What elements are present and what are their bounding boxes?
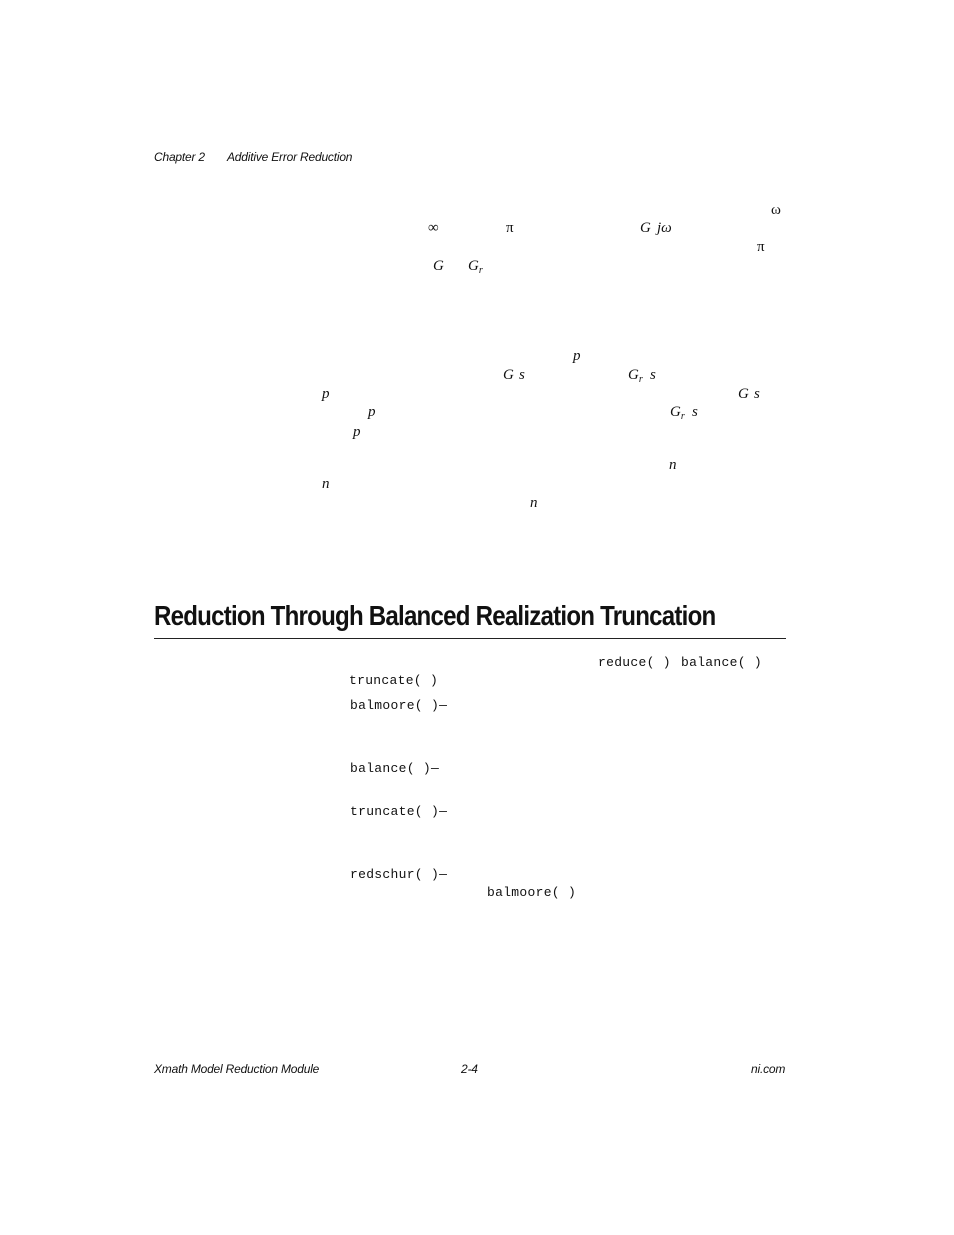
math-G: G xyxy=(640,220,651,236)
math-s: s xyxy=(519,367,525,383)
math-p: p xyxy=(368,404,376,420)
code-reduce: reduce( ) xyxy=(598,655,671,670)
math-Gr-subscript: r xyxy=(680,411,685,422)
heading-rule xyxy=(154,638,786,639)
math-Gr xyxy=(468,259,483,276)
math-n: n xyxy=(530,495,538,511)
header-title: Additive Error Reduction xyxy=(227,150,353,164)
math-Gr-base: G xyxy=(670,404,681,420)
math-s: s xyxy=(692,404,698,420)
code-balance: balance( ) xyxy=(681,655,763,670)
math-Gr-base: G xyxy=(628,367,639,383)
math-pi: π xyxy=(506,220,514,236)
list-item-balance: balance( )— xyxy=(350,761,440,776)
math-Gr-base: G xyxy=(468,258,479,274)
math-pi: π xyxy=(757,239,765,255)
math-n: n xyxy=(669,457,677,473)
math-Gr xyxy=(670,405,685,422)
math-infinity: ∞ xyxy=(428,220,439,236)
footer-site: ni.com xyxy=(751,1062,786,1076)
math-s: s xyxy=(754,386,760,402)
math-G: G xyxy=(433,258,444,274)
math-jomega: jω xyxy=(657,220,672,236)
code-balmoore-ref: balmoore( ) xyxy=(487,885,577,900)
math-p: p xyxy=(573,348,581,364)
footer-page-number: 2-4 xyxy=(461,1062,478,1076)
code-truncate: truncate( ) xyxy=(349,673,439,688)
math-p: p xyxy=(353,424,361,440)
math-G: G xyxy=(738,386,749,402)
math-Gr-subscript: r xyxy=(638,374,643,385)
header-chapter: Chapter 2 xyxy=(154,150,205,164)
math-p: p xyxy=(322,386,330,402)
math-n: n xyxy=(322,476,330,492)
math-omega: ω xyxy=(771,202,781,218)
math-Gr xyxy=(628,368,643,385)
math-G: G xyxy=(503,367,514,383)
section-heading: Reduction Through Balanced Realization Truncation xyxy=(154,600,716,631)
list-item-balmoore: balmoore( )— xyxy=(350,698,448,713)
footer-manual-title: Xmath Model Reduction Module xyxy=(154,1062,320,1076)
math-Gr-subscript: r xyxy=(478,265,483,276)
list-item-truncate: truncate( )— xyxy=(350,804,448,819)
list-item-redschur: redschur( )— xyxy=(350,867,448,882)
math-s: s xyxy=(650,367,656,383)
